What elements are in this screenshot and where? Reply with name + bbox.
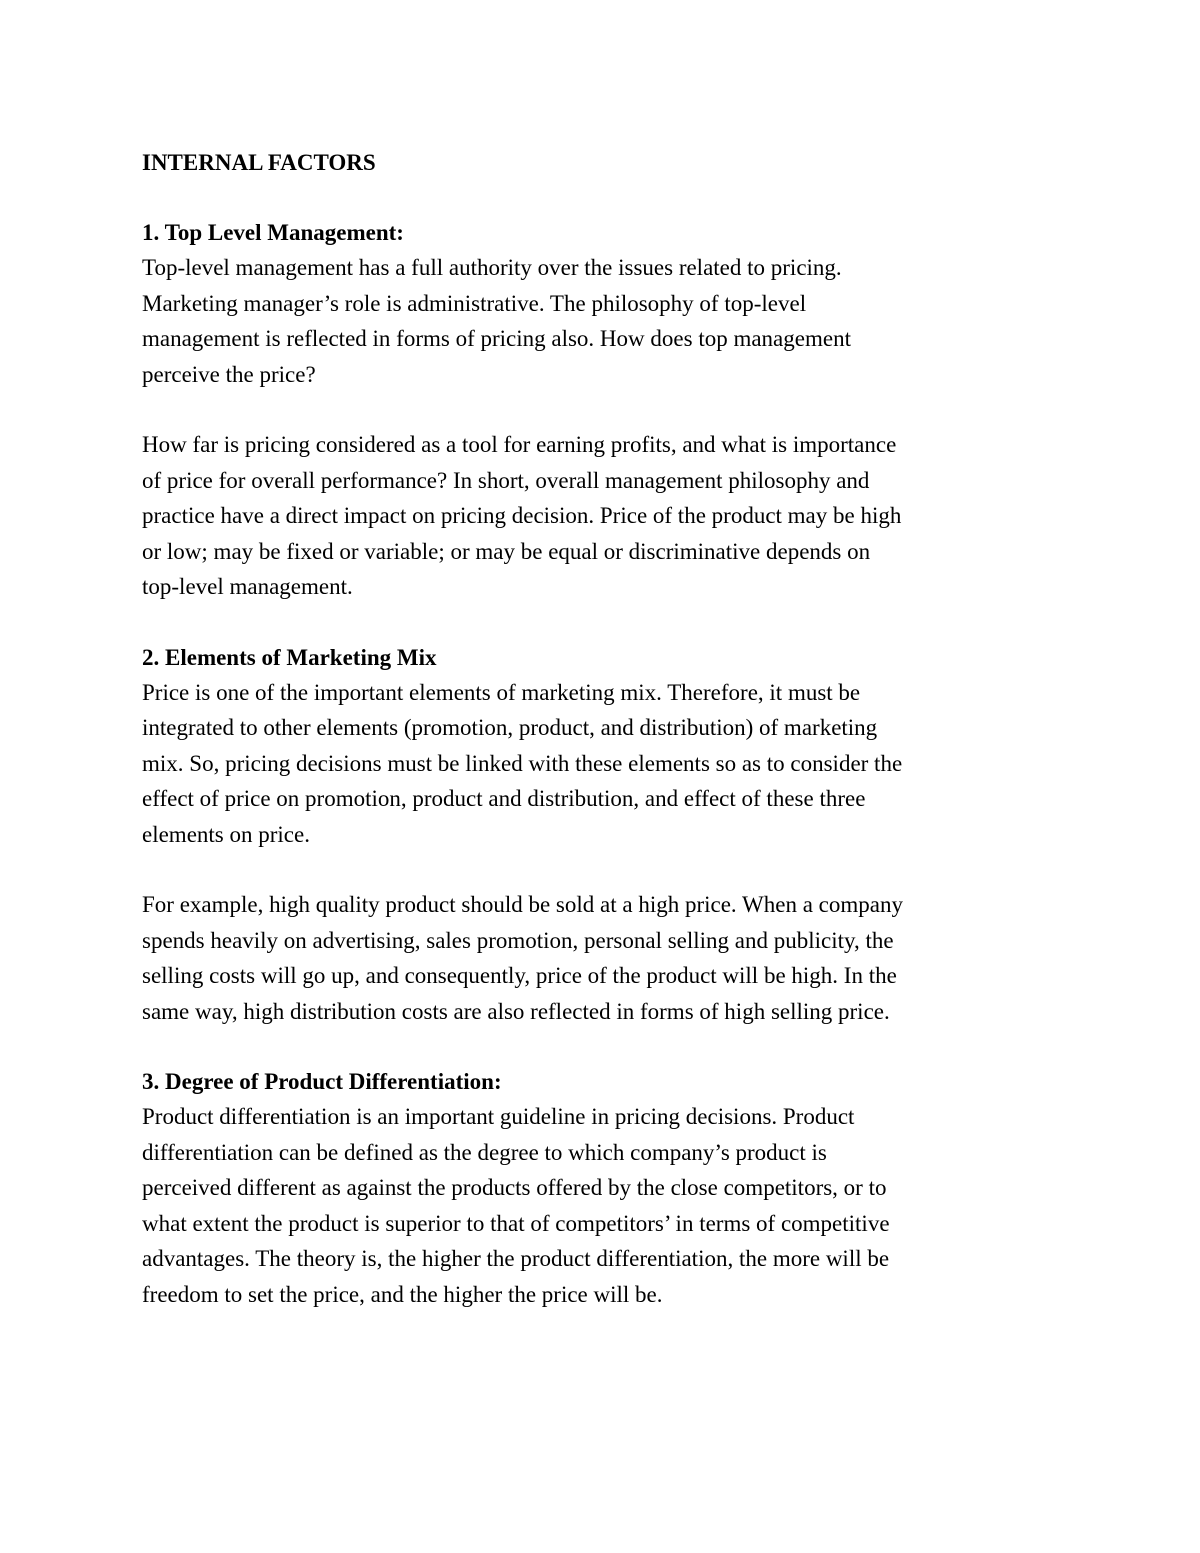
text-line: advantages. The theory is, the higher the product differentiation, the more will be — [142, 1246, 890, 1271]
text-line: mix. So, pricing decisions must be linked with these elements so as to consider the — [142, 750, 903, 776]
section-top-level-management — [142, 215, 1072, 605]
text-line: elements on price. — [142, 821, 310, 847]
section-elements-of-marketing-mix — [142, 640, 1072, 1030]
paragraph — [142, 675, 1072, 853]
text-line: of price for overall performance? In short, overall management philosophy and — [142, 467, 870, 493]
text-line: same way, high distribution costs are also reflected in forms of high selling price. — [142, 998, 890, 1024]
text-line: management is reflected in forms of pricing also. How does top management — [142, 326, 851, 351]
section-heading: 1. Top Level Management: — [142, 220, 404, 245]
text-line: Top-level management has a full authority over the issues related to pricing. — [142, 255, 842, 280]
text-line: perceive the price? — [142, 361, 316, 387]
text-line: or low; may be fixed or variable; or may be equal or discriminative depends on — [142, 538, 871, 564]
text-line: effect of price on promotion, product and distribution, and effect of these three — [142, 786, 866, 811]
section-degree-of-product-differentiation — [142, 1064, 1072, 1312]
text-line: selling costs will go up, and consequently, price of the product will be high. In the — [142, 963, 897, 988]
section-heading: 2. Elements of Marketing Mix — [142, 644, 437, 670]
text-line: integrated to other elements (promotion, product, and distribution) of marketing — [142, 715, 878, 740]
text-line: Price is one of the important elements of marketing mix. Therefore, it must be — [142, 679, 861, 705]
text-line: Marketing manager’s role is administrative. The philosophy of top-level — [142, 290, 807, 316]
text-line: spends heavily on advertising, sales promotion, personal selling and publicity, the — [142, 927, 894, 953]
text-line: differentiation can be defined as the degree to which company’s product is — [142, 1139, 827, 1165]
text-line: For example, high quality product should be sold at a high price. When a company — [142, 892, 903, 917]
document-body — [142, 145, 1072, 1347]
document-title: INTERNAL FACTORS — [142, 150, 376, 175]
section-heading: 3. Degree of Product Differentiation: — [142, 1069, 502, 1094]
paragraph — [142, 887, 1072, 1029]
paragraph — [142, 1099, 1072, 1312]
paragraph — [142, 250, 1072, 392]
text-line: perceived different as against the products offered by the close competitors, or to — [142, 1175, 887, 1200]
text-line: Product differentiation is an important guideline in pricing decisions. Product — [142, 1104, 855, 1129]
paragraph — [142, 427, 1072, 605]
text-line: practice have a direct impact on pricing decision. Price of the product may be high — [142, 503, 902, 528]
text-line: top-level management. — [142, 574, 353, 599]
text-line: freedom to set the price, and the higher the price will be. — [142, 1281, 663, 1307]
text-line: what extent the product is superior to that of competitors’ in terms of competitive — [142, 1210, 890, 1236]
text-line: How far is pricing considered as a tool for earning profits, and what is importance — [142, 432, 897, 457]
